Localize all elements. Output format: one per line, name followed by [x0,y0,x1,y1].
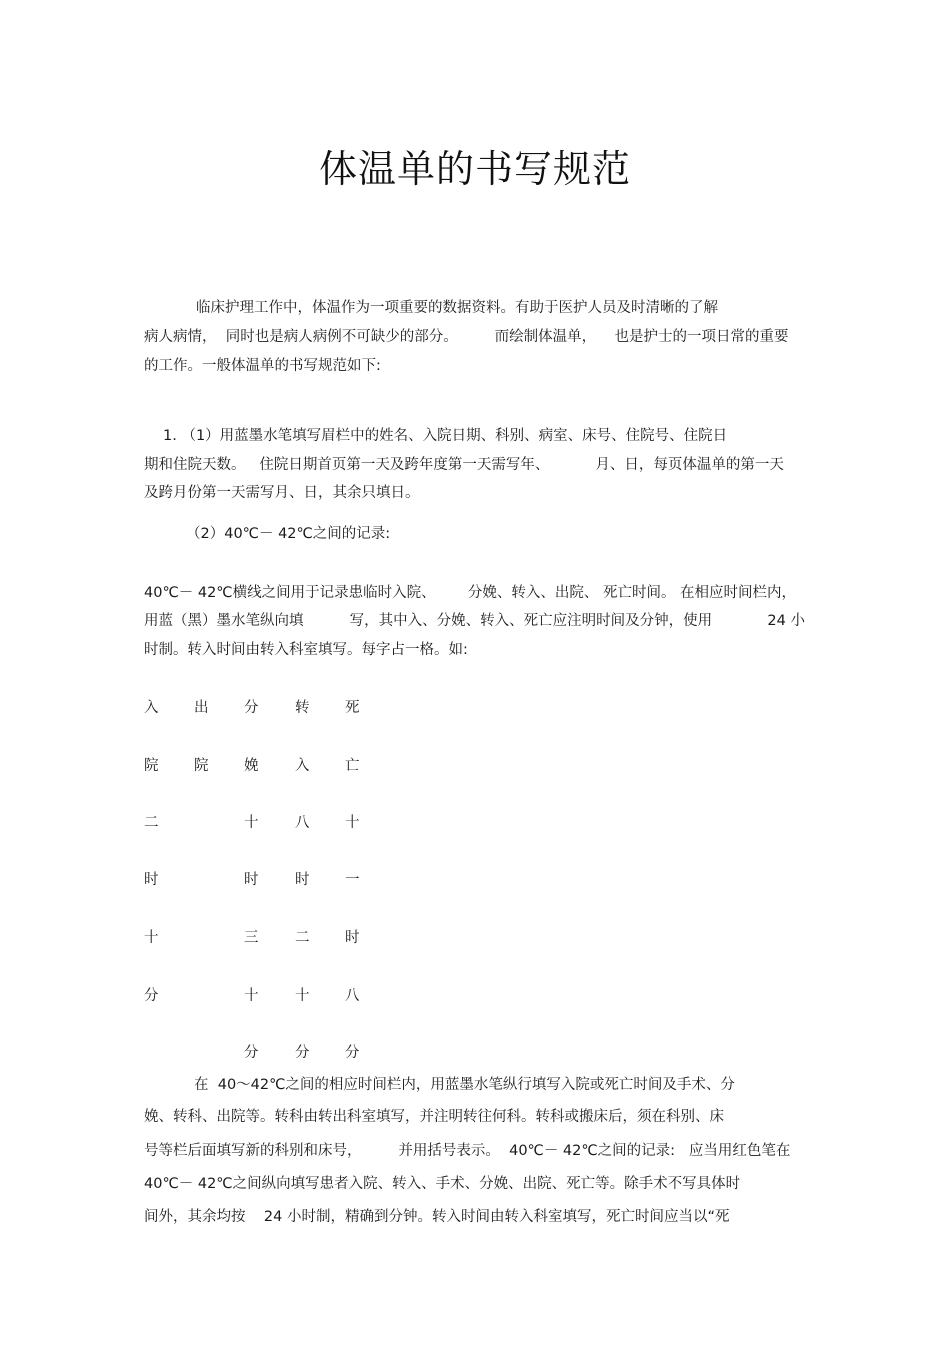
intro-line-1: 临床护理工作中，体温作为一项重要的数据资料。有助于医护人员及时清晰的了解 [196,300,718,316]
vertical-char: 时 [295,872,310,888]
vertical-char: 分 [144,988,159,1004]
vertical-char: 十 [244,815,259,831]
intro-line-3: 的工作。一般体温单的书写规范如下: [144,358,381,374]
vertical-char: 十 [244,988,259,1004]
vertical-char: 分 [244,700,259,716]
vertical-char: 时 [144,872,159,888]
vertical-char: 院 [194,758,209,774]
vertical-char: 八 [295,815,310,831]
vertical-char: 娩 [244,758,259,774]
para2-line-3: 时制。转入时间由转入科室填写。每字占一格。如: [144,642,468,658]
vertical-char: 入 [144,700,159,716]
vertical-char: 转 [295,700,310,716]
para3-line-4: 40℃－ 42℃之间纵向填写患者入院、转入、手术、分娩、出院、死亡等。除手术不写具体时 [144,1176,741,1192]
vertical-char: 八 [345,988,360,1004]
vertical-char: 十 [345,815,360,831]
vertical-char: 二 [295,930,310,946]
para3-line-3: 号等栏后面填写新的科别和床号， 并用括号表示。 40℃－ 42℃之间的记录: 应当用红色笔在 [144,1143,791,1159]
vertical-char: 时 [345,930,360,946]
item1-line-3: 及跨月份第一天需写月、日，其余只填日。 [144,485,420,501]
para2-line-1: 40℃－ 42℃横线之间用于记录患临时入院、 分娩、转入、出院、 死亡时间。 在相应时间栏内， [144,585,797,601]
vertical-char: 十 [144,930,159,946]
vertical-char: 入 [295,758,310,774]
vertical-char: 分 [295,1045,310,1061]
vertical-char: 二 [144,815,159,831]
vertical-char: 亡 [345,758,360,774]
intro-line-2: 病人病情， 同时也是病人病例不可缺少的部分。 而绘制体温单， 也是护士的一项日常的重要 [144,329,789,345]
item1-line-2: 期和住院天数。 住院日期首页第一天及跨年度第一天需写年、 月、日，每页体温单的第一天 [144,457,784,473]
vertical-char: 院 [144,758,159,774]
para3-line-1: 在 40～42℃之间的相应时间栏内，用蓝墨水笔纵行填写入院或死亡时间及手术、分 [194,1077,735,1093]
vertical-char: 一 [345,872,360,888]
vertical-char: 出 [194,700,209,716]
para3-line-5: 间外，其余均按 24 小时制，精确到分钟。转入时间由转入科室填写，死亡时间应当以“死 [144,1209,730,1225]
para2-line-2: 用蓝（黑）墨水笔纵向填 写，其中入、分娩、转入、死亡应注明时间及分钟，使用 24 小 [144,613,805,629]
vertical-char: 三 [244,930,259,946]
para3-line-2: 娩、转科、出院等。转科由转出科室填写，并注明转往何科。转科或搬床后，须在科别、床 [144,1109,724,1125]
page-title: 体温单的书写规范 [318,147,631,191]
vertical-char: 十 [295,988,310,1004]
item2-heading: （2）40℃－ 42℃之间的记录: [186,526,391,542]
vertical-char: 时 [244,872,259,888]
vertical-char: 死 [345,700,360,716]
item1-line-1: 1. （1）用蓝墨水笔填写眉栏中的姓名、入院日期、科别、病室、床号、住院号、住院日 [163,428,728,444]
vertical-char: 分 [345,1045,360,1061]
vertical-char: 分 [244,1045,259,1061]
